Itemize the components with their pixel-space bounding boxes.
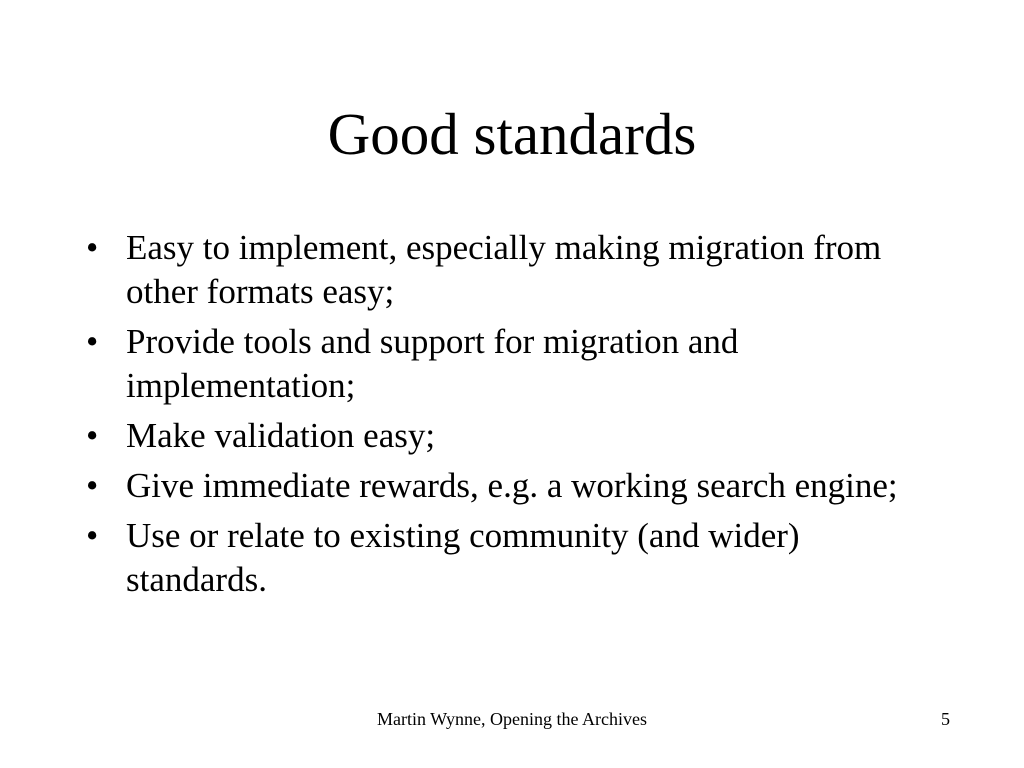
bullet-icon: •	[86, 416, 99, 455]
footer-text: Martin Wynne, Opening the Archives	[376, 709, 648, 729]
bullet-icon: •	[86, 322, 99, 361]
bullet-icon: •	[86, 466, 99, 505]
list-item	[86, 414, 946, 458]
list-item	[86, 226, 946, 314]
list-item	[86, 514, 946, 602]
bullet-text: Give immediate rewards, e.g. a working search engine;	[126, 466, 898, 505]
list-item	[86, 464, 946, 508]
bullet-list	[86, 226, 946, 608]
list-item	[86, 320, 946, 408]
page-number: 5	[941, 709, 950, 729]
bullet-text: Provide tools and support for migration and implementation;	[126, 322, 739, 405]
bullet-icon: •	[86, 516, 99, 555]
bullet-icon: •	[86, 228, 99, 267]
bullet-text: Use or relate to existing community (and wider) standards.	[126, 516, 800, 599]
bullet-text: Make validation easy;	[126, 416, 436, 455]
slide-title: Good standards	[327, 101, 697, 167]
bullet-text: Easy to implement, especially making migration from other formats easy;	[126, 228, 882, 311]
